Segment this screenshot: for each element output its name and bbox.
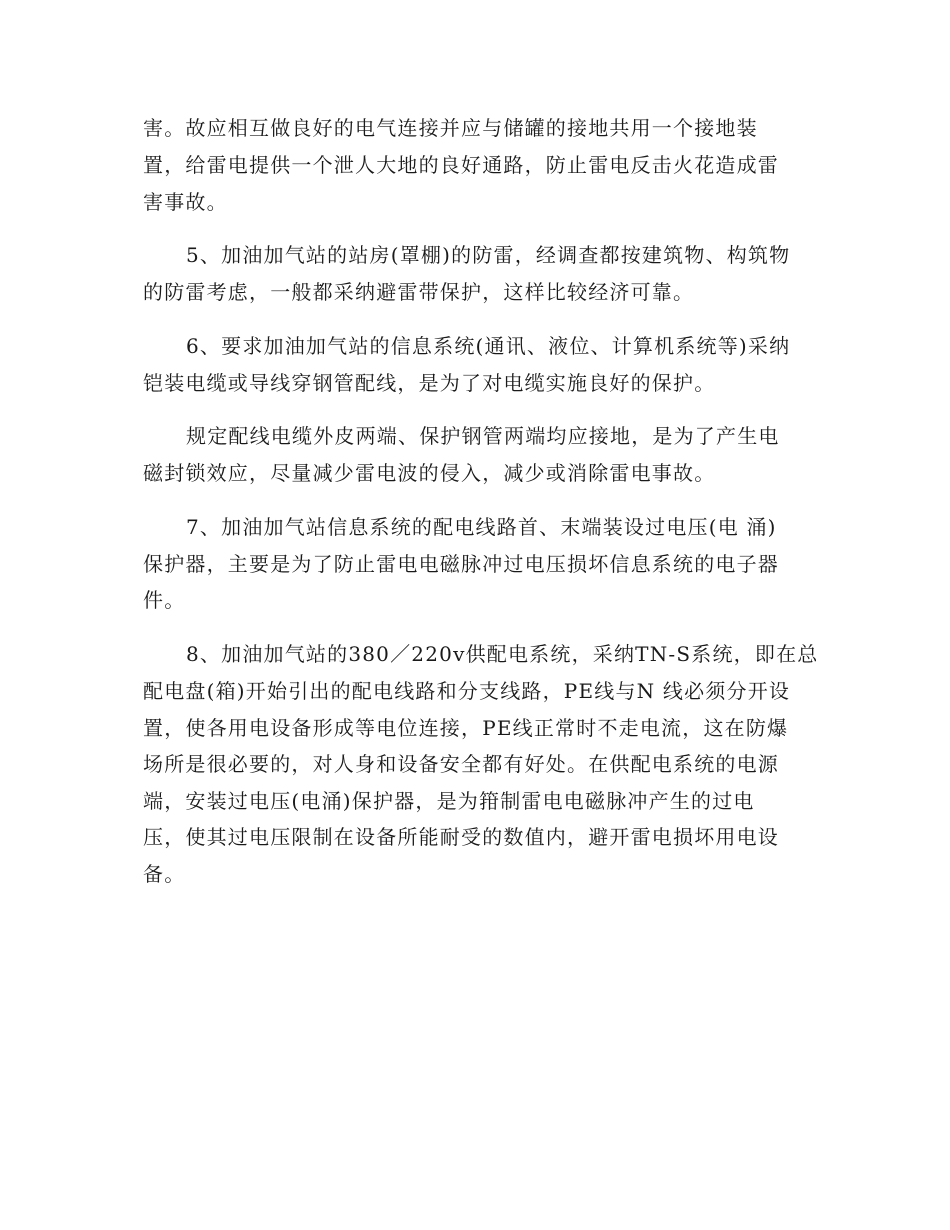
paragraph-line: 置，使各用电设备形成等电位连接，PE线正常时不走电流，这在防爆 bbox=[143, 716, 789, 740]
paragraph-line: 8、加油加气站的380／220v供配电系统，采纳TN-S系统，即在总 bbox=[186, 642, 819, 666]
paragraph-line: 置，给雷电提供一个泄人大地的良好通路，防止雷电反击火花造成雷 bbox=[143, 153, 779, 177]
paragraph-line: 件。 bbox=[143, 588, 186, 612]
paragraph-line: 场所是很必要的，对人身和设备安全都有好处。在供配电系统的电源 bbox=[143, 752, 779, 776]
paragraph-line: 6、要求加油加气站的信息系统(通讯、液位、计算机系统等)采纳 bbox=[186, 334, 791, 358]
paragraph-line: 5、加油加气站的站房(罩棚)的防雷，经调查都按建筑物、构筑物 bbox=[186, 243, 791, 267]
paragraph-line: 害事故。 bbox=[143, 190, 228, 214]
paragraph-line: 备。 bbox=[143, 862, 186, 886]
paragraph-line: 铠装电缆或导线穿钢管配线，是为了对电缆实施良好的保护。 bbox=[143, 371, 716, 395]
paragraph-line: 规定配线电缆外皮两端、保护钢管两端均应接地，是为了产生电 bbox=[186, 424, 780, 448]
paragraph-line: 害。故应相互做良好的电气连接并应与储罐的接地共用一个接地装 bbox=[143, 116, 758, 140]
paragraph-line: 保护器，主要是为了防止雷电电磁脉冲过电压损坏信息系统的电子器 bbox=[143, 552, 779, 576]
paragraph-line: 压，使其过电压限制在设备所能耐受的数值内，避开雷电损坏用电设 bbox=[143, 825, 779, 849]
paragraph-line: 7、加油加气站信息系统的配电线路首、末端装设过电压(电 涌) bbox=[186, 515, 777, 539]
paragraph-line: 的防雷考虑，一般都采纳避雷带保护，这样比较经济可靠。 bbox=[143, 280, 695, 304]
paragraph-line: 磁封锁效应，尽量减少雷电波的侵入，减少或消除雷电事故。 bbox=[143, 461, 716, 485]
paragraph-line: 端，安装过电压(电涌)保护器，是为箝制雷电电磁脉冲产生的过电 bbox=[143, 789, 755, 813]
paragraph-line: 配电盘(箱)开始引出的配电线路和分支线路，PE线与N 线必须分开设 bbox=[143, 679, 791, 703]
